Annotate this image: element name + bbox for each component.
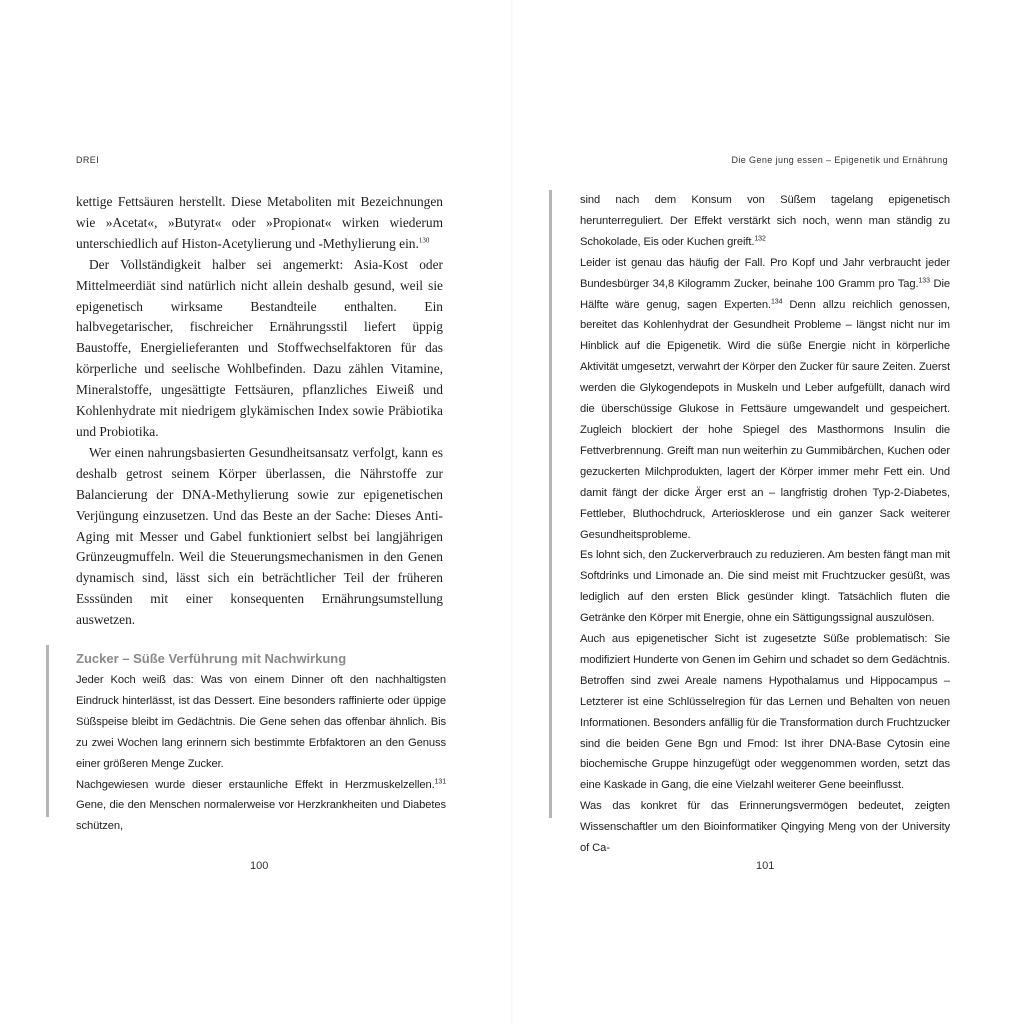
footnote-ref[interactable]: 131 <box>434 777 446 785</box>
sidebar-paragraph-2 <box>76 775 446 838</box>
page-number-left: 100 <box>250 860 269 872</box>
sidebar-text-left <box>76 670 446 837</box>
footnote-ref[interactable]: 132 <box>754 235 766 243</box>
paragraph-2: Der Vollständigkeit halber sei angemerkt: Asia-Kost oder Mittelmeerdiät sind natürlich nicht allein deshalb gesund, weil sie epigenetisch wirksame Bestandteile enthalten. Ein halbvegetarischer, fischreicher Ernährungsstil liefert üppig Baustoffe, Energielieferanten und Stoffwechselfaktoren für das körperliche und seelische Wohlbefinden. Dazu zählen Vitamine, Mineralstoffe, ungesättigte Fettsäuren, pflanzliches Eiweiß und Kohlenhydrate mit niedrigem glykämischen Index sowie Präbiotika und Probiotika. <box>76 256 443 439</box>
sidebar-paragraph-1: Jeder Koch weiß das: Was von einem Dinner oft den nachhaltigsten Eindruck hinterlässt, ist das Dessert. Eine besonders raffinierte oder üppige Süßspeise bleibt im Gedächtnis. Die Gene sehen das offenbar ähnlich. Bis zu zwei Wochen lang erinnern sich bestimmte Erbfaktoren an den Genuss einer größeren Menge Zucker. <box>76 674 446 770</box>
sidebar-heading: Zucker – Süße Verführung mit Nachwirkung <box>76 651 347 666</box>
main-text-left <box>76 192 443 631</box>
sidebar-text: Denn allzu reichlich genossen, bereitet das Kohlenhydrat der Gesundheit Probleme – längst nicht nur im Hinblick auf die Epigenetik. Wird die süße Energie nicht in körperliche Aktivität umgesetzt, verwahrt der Körper den Zucker für saure Zeiten. Zuerst werden die Glykogendepots in Muskeln und Leber aufgefüllt, danach wird die überschüssige Glukose in Fettsäure umgewandelt und gespeichert. Zugleich blockiert der hohe Spiegel des Masthormons Insulin die Fettverbrennung. Greift man nun weiterhin zu Gummibärchen, Kuchen oder gezuckerten Milchprodukten, lagert der Körper immer mehr Fett ein. Und damit fängt der dicke Ärger erst an – langfristig drohen Typ-2-Diabetes, Fettleber, Bluthochdruck, Arteriosklerose und ein ganzer Sack weiterer Gesundheitsprobleme. <box>580 298 951 541</box>
sidebar-text: Leider ist genau das häufig der Fall. Pro Kopf und Jahr verbraucht jeder Bundesbürger 34,8 Kilogramm Zucker, beinahe 100 Gramm pro Tag. <box>580 256 950 290</box>
footnote-ref[interactable]: 134 <box>770 297 783 305</box>
running-head-left: DREI <box>76 155 100 165</box>
sidebar-text-right <box>580 190 950 859</box>
sidebar-text: Nachgewiesen wurde dieser erstaunliche Effekt in Herzmuskelzellen. <box>76 778 435 791</box>
sidebar-box-sugar <box>46 645 449 833</box>
sidebar-paragraph-5: Es lohnt sich, den Zuckerverbrauch zu reduzieren. Am besten fängt man mit Softdrinks und Limonade an. Die sind meist mit Fruchtzucker gesüßt, was lediglich auf den ersten Blick gesünder klingt. Tatsächlich fluten die Getränke den Körper mit Energie, ohne ein Sättigungssignal auszulösen. <box>580 549 950 625</box>
footnote-ref[interactable]: 133 <box>918 276 930 284</box>
sidebar-paragraph-6: Auch aus epigenetischer Sicht ist zugesetzte Süße problematisch: Sie modifiziert Hunderte von Genen im Gehirn und schadet so dem Gedächtnis. Betroffen sind zwei Areale namens Hypothalamus und Hippocampus – Letzterer ist eine Schlüsselregion für das Lernen und Behalten von neuen Informationen. Besonders anfällig für die Transformation durch Fruchtzucker sind die beiden Gene Bgn und Fmod: Ist ihrer DNA-Base Cytosin eine biochemische Gruppe hinzugefügt oder weggenommen worden, setzt das eine Kaskade in Gang, die eine Vielzahl weiterer Gene beeinflusst. <box>580 633 950 792</box>
sidebar-text: sind nach dem Konsum von Süßem tagelang epigenetisch herunterreguliert. Der Effekt verstärkt sich noch, wenn man ständig zu Schokolade, Eis oder Kuchen greift. <box>580 194 950 248</box>
page-number-right: 101 <box>756 860 775 872</box>
paragraph-3: Wer einen nahrungsbasierten Gesundheitsansatz verfolgt, kann es deshalb getrost seinem Körper überlassen, die Nährstoffe zur Balancierung der DNA-Methylierung sowie zur epigenetischen Verjüngung einzusetzen. Und das Beste an der Sache: Dieses Anti-Aging mit Messer und Gabel funktioniert selbst bei langjährigen Grünzeugmuffeln. Weil die Steuerungsmechanismen in den Genen dynamisch sind, lässt sich ein beträchtlicher Teil der früheren Esssünden mit einer konsequenten Ernährungsumstellung auswetzen. <box>76 444 443 628</box>
sidebar-text: Gene, die den Menschen normalerweise vor Herzkrankheiten und Diabetes schützen, <box>76 799 446 833</box>
paragraph-text: kettige Fettsäuren herstellt. Diese Metaboliten mit Bezeichnungen wie »Acetat«, »Butyrat« oder »Propionat« wirken wiederum unterschiedlich auf Histon-Acetylierung und -Methylierung ein. <box>76 194 443 251</box>
paragraph-1 <box>76 192 443 255</box>
sidebar-text: Die Hälfte wäre genug, sagen Experten. <box>580 277 950 311</box>
footnote-ref[interactable]: 130 <box>418 236 430 245</box>
right-page <box>512 0 1024 1024</box>
sidebar-box-sugar-continued <box>549 190 952 855</box>
running-head-right: Die Gene jung essen – Epigenetik und Ernährung <box>731 155 948 165</box>
sidebar-paragraph-3 <box>580 190 950 253</box>
sidebar-paragraph-4 <box>580 253 950 546</box>
sidebar-paragraph-7: Was das konkret für das Erinnerungsvermögen bedeutet, zeigten Wissenschaftler um den Bioinformatiker Qingying Meng von der University of Ca- <box>580 800 950 855</box>
